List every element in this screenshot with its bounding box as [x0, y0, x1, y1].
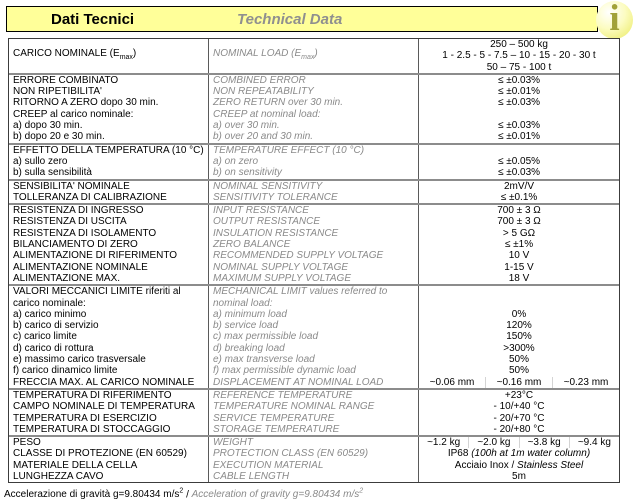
spec-row — [9, 205, 619, 216]
gravity-footnote: Accelerazione di gravità g=9.80434 $m/s^2$ / Acceleration of gravity g=9.80434 $m/s^2$ — [4, 488, 364, 501]
spec-value-segment: ~2.0 kg — [468, 437, 518, 448]
spec-label-it: ALIMENTAZIONE MAX. — [13, 272, 121, 284]
spec-row — [9, 120, 619, 131]
spec-label-en: NOMINAL LOAD $(E_{max})$ — [208, 39, 418, 73]
spec-row-displacement — [9, 377, 619, 388]
spec-label-en: d) breaking load — [208, 343, 418, 354]
page-title-english: Technical Data — [237, 11, 343, 28]
spec-label-it: EFFETTO DELLA TEMPERATURA (10 °C) — [13, 144, 204, 156]
spec-label-en: RECOMMENDED SUPPLY VOLTAGE — [208, 250, 418, 261]
spec-label-en: TEMPERATURE EFFECT (10 °C) — [208, 145, 418, 156]
spec-label-en: a) minimum load — [208, 309, 418, 320]
spec-value-segment: ~0.23 mm — [552, 377, 619, 388]
spec-row — [9, 343, 619, 354]
spec-value: ≤ ±0.01% — [418, 131, 619, 142]
spec-label-en: nominal load: — [208, 298, 418, 309]
spec-group-sensitivity — [9, 181, 619, 206]
spec-row — [9, 320, 619, 331]
spec-value — [418, 109, 619, 120]
spec-value-multi — [418, 437, 619, 448]
spec-label-it: TEMPERATURA DI RIFERIMENTO — [13, 389, 172, 401]
spec-label-en: ZERO BALANCE — [208, 239, 418, 250]
spec-row-protection-class — [9, 448, 619, 459]
spec-label-it: NON RIPETIBILITA' — [13, 86, 102, 98]
spec-value-segment: ~0.06 mm — [429, 376, 475, 388]
spec-value: 120% — [418, 320, 619, 331]
spec-value-segment: ~1.2 kg — [427, 437, 461, 449]
spec-value: - 20/+80 °C — [418, 424, 619, 435]
spec-value: 18 V — [418, 273, 619, 284]
spec-label-it: BILANCIAMENTO DI ZERO — [13, 239, 138, 251]
spec-label-en: WEIGHT — [208, 437, 418, 448]
spec-row — [9, 401, 619, 412]
spec-value: 150% — [418, 331, 619, 342]
spec-label-it: RITORNO A ZERO dopo 30 min. — [13, 97, 159, 109]
spec-label-en: ZERO RETURN over 30 min. — [208, 97, 418, 108]
spec-row — [9, 86, 619, 97]
spec-value: ≤ ±0.03% — [418, 120, 619, 131]
spec-value: >300% — [418, 343, 619, 354]
spec-label-it: a) carico minimo — [13, 308, 87, 320]
spec-value-segment: ~0.16 mm — [485, 377, 552, 388]
spec-row — [9, 309, 619, 320]
spec-row — [9, 216, 619, 227]
spec-row-material — [9, 460, 619, 471]
spec-label-it: RESISTENZA DI INGRESSO — [13, 205, 144, 217]
spec-row — [9, 424, 619, 435]
spec-value: 700 ± 3 Ω — [418, 216, 619, 227]
spec-label-it: RESISTENZA DI ISOLAMENTO — [13, 227, 157, 239]
spec-row — [9, 97, 619, 108]
spec-value-segment: ~9.4 kg — [569, 437, 619, 448]
spec-value: 5m — [418, 471, 619, 482]
spec-value — [418, 286, 619, 297]
spec-label-it: LUNGHEZZA CAVO — [13, 470, 104, 482]
spec-label-en: INPUT RESISTANCE — [208, 205, 418, 216]
spec-label-en: b) service load — [208, 320, 418, 331]
spec-label-it: ALIMENTAZIONE NOMINALE — [13, 261, 148, 273]
spec-row — [9, 192, 619, 203]
spec-group-temperature-effect — [9, 145, 619, 181]
spec-row — [9, 354, 619, 365]
spec-value: > 5 GΩ — [418, 228, 619, 239]
spec-value: ≤ ±0.03% — [418, 167, 619, 178]
spec-label-en: NOMINAL SENSITIVITY — [208, 181, 418, 192]
spec-row — [9, 145, 619, 156]
spec-label-it: f) carico dinamico limite — [13, 365, 118, 377]
spec-value: - 20/+70 °C — [418, 413, 619, 424]
spec-label-en: REFERENCE TEMPERATURE — [208, 390, 418, 401]
spec-row — [9, 262, 619, 273]
spec-row — [9, 228, 619, 239]
spec-label-en: OUTPUT RESISTANCE — [208, 216, 418, 227]
spec-row — [9, 109, 619, 120]
spec-label-it: CLASSE DI PROTEZIONE (EN 60529) — [13, 448, 187, 460]
spec-label-en: c) max permissible load — [208, 331, 418, 342]
spec-label-it: RESISTENZA DI USCITA — [13, 216, 127, 228]
info-icon[interactable]: i — [596, 1, 633, 39]
spec-value: 1-15 V — [418, 262, 619, 273]
spec-label-it: PESO — [13, 437, 41, 449]
spec-label-it: b) dopo 20 e 30 min. — [13, 131, 105, 143]
spec-label-en: EXECUTION MATERIAL — [208, 460, 418, 471]
spec-value: IP68 (100h at 1m water column) — [418, 448, 619, 459]
spec-value — [418, 298, 619, 309]
spec-label-it: VALORI MECCANICI LIMITE riferiti al — [13, 286, 181, 298]
spec-value: ≤ ±0.1% — [418, 192, 619, 203]
spec-row — [9, 331, 619, 342]
spec-label-it: a) dopo 30 min. — [13, 120, 83, 132]
spec-value: ≤ ±1% — [418, 239, 619, 250]
spec-label-it: TEMPERATURA DI ESERCIZIO — [13, 412, 157, 424]
spec-label-en: MAXIMUM SUPPLY VOLTAGE — [208, 273, 418, 284]
spec-label-it: SENSIBILITA' NOMINALE — [13, 180, 130, 192]
spec-label-en: NOMINAL SUPPLY VOLTAGE — [208, 262, 418, 273]
spec-label-it: carico nominale: — [13, 297, 86, 309]
spec-value: 50% — [418, 354, 619, 365]
spec-label-en: TEMPERATURE NOMINAL RANGE — [208, 401, 418, 412]
spec-label-en: e) max transverse load — [208, 354, 418, 365]
spec-value: 50% — [418, 365, 619, 376]
spec-row — [9, 39, 619, 73]
spec-value: 700 ± 3 Ω — [418, 205, 619, 216]
spec-value: ≤ ±0.05% — [418, 156, 619, 167]
spec-row — [9, 156, 619, 167]
spec-label-it: CAMPO NOMINALE DI TEMPERATURA — [13, 401, 195, 413]
spec-value: ≤ ±0.03% — [418, 75, 619, 86]
spec-row — [9, 413, 619, 424]
spec-label-en: STORAGE TEMPERATURE — [208, 424, 418, 435]
spec-label-it: ALIMENTAZIONE DI RIFERIMENTO — [13, 250, 178, 262]
spec-label-it: CARICO NOMINALE $(E_{max})$ — [13, 48, 137, 62]
footnote-italian: Accelerazione di gravità g=9.80434 $m/s^2$ — [4, 488, 184, 501]
spec-label-en: CREEP at nominal load: — [208, 109, 418, 120]
spec-row — [9, 390, 619, 401]
spec-label-en: SERVICE TEMPERATURE — [208, 413, 418, 424]
spec-label-it: TEMPERATURA DI STOCCAGGIO — [13, 423, 171, 435]
spec-group-temperatures — [9, 390, 619, 437]
spec-group-mechanical-limits — [9, 286, 619, 390]
spec-row — [9, 273, 619, 284]
spec-label-en: PROTECTION CLASS (EN 60529) — [208, 448, 418, 459]
spec-row — [9, 167, 619, 178]
spec-row — [9, 239, 619, 250]
spec-label-en: MECHANICAL LIMIT values referred to — [208, 286, 418, 297]
spec-row — [9, 471, 619, 482]
spec-label-it: e) massimo carico trasversale — [13, 354, 146, 366]
spec-label-it: b) carico di servizio — [13, 320, 99, 332]
spec-label-it: MATERIALE DELLA CELLA — [13, 459, 138, 471]
spec-label-en: INSULATION RESISTANCE — [208, 228, 418, 239]
spec-label-en: b) over 20 and 30 min. — [208, 131, 418, 142]
spec-value: Acciaio Inox / Stainless Steel — [418, 460, 619, 471]
spec-value: 10 V — [418, 250, 619, 261]
spec-label-it: d) carico di rottura — [13, 342, 94, 354]
spec-label-it: FRECCIA MAX. AL CARICO NOMINALE — [13, 376, 195, 388]
spec-label-it: CREEP al carico nominale: — [13, 108, 134, 120]
spec-label-en: NON REPEATABILITY — [208, 86, 418, 97]
spec-label-it: TOLLERANZA DI CALIBRAZIONE — [13, 191, 167, 203]
spec-group-nominal-load — [9, 39, 619, 75]
spec-label-it: b) sulla sensibilità — [13, 167, 92, 179]
spec-value-segment: ~3.8 kg — [519, 437, 569, 448]
spec-row — [9, 286, 619, 297]
spec-row — [9, 250, 619, 261]
spec-label-en: CABLE LENGTH — [208, 471, 418, 482]
spec-value: ≤ ±0.01% — [418, 86, 619, 97]
spec-row — [9, 75, 619, 86]
spec-group-errors — [9, 75, 619, 145]
spec-value: 250 – 500 kg 1 - 2.5 - 5 - 7.5 – 10 - 15 - 20 - 30 t 50 – 75 - 100 t — [418, 39, 619, 73]
spec-value: ≤ ±0.03% — [418, 97, 619, 108]
spec-label-it: ERRORE COMBINATO — [13, 74, 119, 86]
spec-label-en: f) max permissible dynamic load — [208, 365, 418, 376]
spec-row — [9, 181, 619, 192]
spec-label-en: COMBINED ERROR — [208, 75, 418, 86]
spec-value: +23°C — [418, 390, 619, 401]
spec-row — [9, 298, 619, 309]
spec-value: - 10/+40 °C — [418, 401, 619, 412]
spec-value-multi — [418, 377, 619, 388]
spec-label-en: a) on zero — [208, 156, 418, 167]
spec-label-it: c) carico limite — [13, 331, 77, 343]
spec-label-en: b) on sensitivity — [208, 167, 418, 178]
spec-label-en: a) over 30 min. — [208, 120, 418, 131]
spec-group-electrical — [9, 205, 619, 286]
spec-row-weight — [9, 437, 619, 448]
page-title-italian: Dati Tecnici — [51, 11, 135, 28]
spec-value — [418, 145, 619, 156]
spec-row — [9, 131, 619, 142]
spec-table — [8, 38, 620, 483]
spec-row — [9, 365, 619, 376]
footnote-english: Acceleration of gravity g=9.80434 $m/s^2$ — [191, 488, 364, 501]
spec-label-en: DISPLACEMENT AT NOMINAL LOAD — [208, 377, 418, 388]
spec-value: 2mV/V — [418, 181, 619, 192]
spec-value: 0% — [418, 309, 619, 320]
spec-label-en: SENSITIVITY TOLERANCE — [208, 192, 418, 203]
spec-group-physical — [9, 437, 619, 482]
spec-label-it: a) sullo zero — [13, 155, 68, 167]
header-bar — [6, 6, 598, 32]
